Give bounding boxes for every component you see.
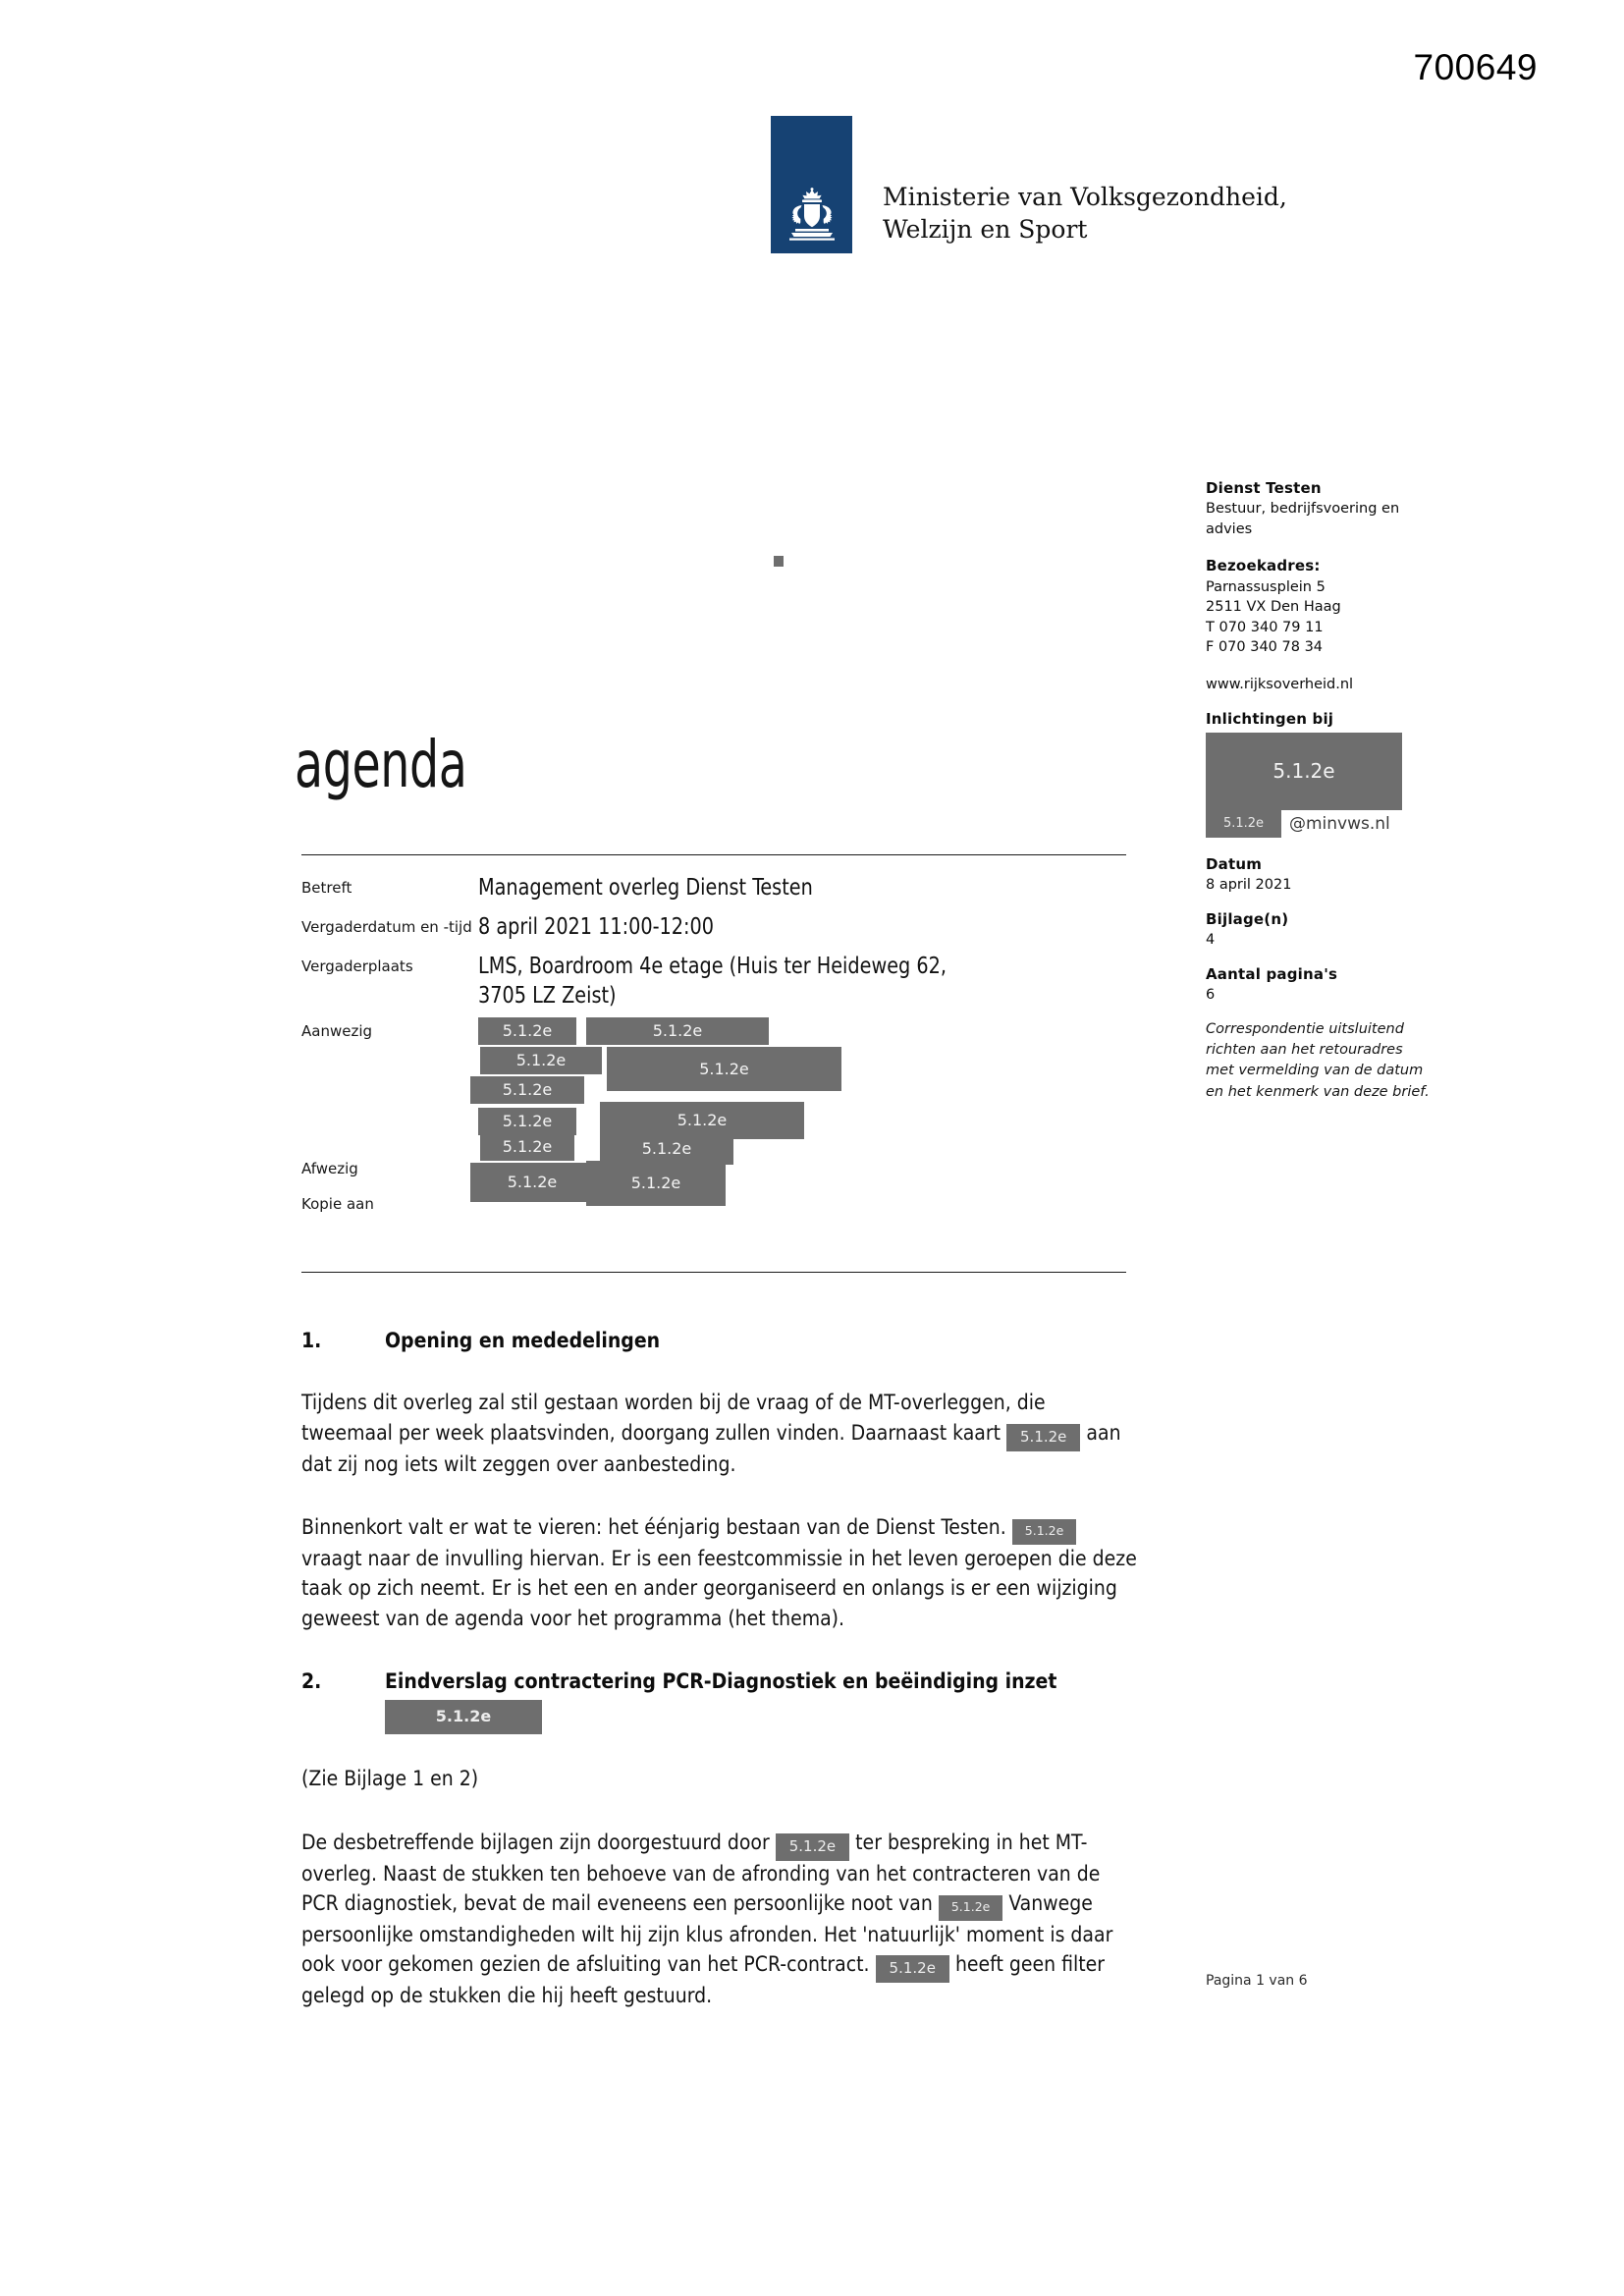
sidebar-phone: T 070 340 79 11	[1206, 619, 1324, 635]
attendee-redaction-block: 5.1.2e	[478, 1017, 576, 1045]
logo-blue-bar	[771, 116, 852, 253]
sidebar-email-redaction: 5.1.2e	[1206, 810, 1281, 838]
paragraph-4-text-d: heeft geen filter gelegd op de stukken die hij heeft gestuurd.	[301, 1952, 1106, 2008]
paragraph-4-text-b: ter bespreking in het MT-overleg. Naast de stukken ten behoeve van de afronding van het contracteren van de PCR diagnostiek, bevat de mail eveneens een persoonlijke noot van	[301, 1830, 1101, 1916]
redaction-chip: 5.1.2e	[1012, 1519, 1077, 1545]
paragraph-1	[301, 1388, 1141, 1479]
sidebar-correspondence-note: Correspondentie uitsluitend richten aan het retouradres met vermelding van de datum en het kenmerk van deze brief.	[1206, 1020, 1430, 1100]
attendee-redaction-block: 5.1.2e	[600, 1133, 733, 1165]
attendee-redaction-block: 5.1.2e	[600, 1102, 804, 1139]
sidebar-org-unit-line1: Bestuur, bedrijfsvoering en	[1206, 501, 1400, 518]
scan-artifact-mark	[774, 556, 784, 567]
sidebar-date-value: 8 april 2021	[1206, 877, 1292, 894]
attendee-redaction-block: 5.1.2e	[607, 1047, 841, 1091]
sidebar-date-heading: Datum	[1206, 854, 1263, 873]
redaction-chip: 5.1.2e	[939, 1895, 1003, 1921]
sidebar-org-name: Dienst Testen	[1206, 479, 1322, 497]
sidebar-info-redaction: 5.1.2e	[1206, 733, 1402, 810]
attendee-redaction-block: 5.1.2e	[586, 1017, 769, 1045]
paragraph-1-text-a: Tijdens dit overleg zal stil gestaan worden bij de vraag of de MT-overleggen, die tweemaal per week plaatsvinden, doorgang zullen vinden. Daarnaast kaart	[301, 1391, 1046, 1445]
meta-value-place-line2: 3705 LZ Zeist)	[478, 982, 617, 1009]
meta-label-place: Vergaderplaats	[301, 957, 413, 975]
meeting-metadata	[301, 874, 1146, 1216]
ministry-logo	[771, 116, 1287, 253]
sidebar-website[interactable]: www.rijksoverheid.nl	[1206, 677, 1354, 693]
attendee-redaction-block: 5.1.2e	[470, 1163, 594, 1202]
meta-label-subject: Betreft	[301, 879, 352, 897]
sidebar-visit-city: 2511 VX Den Haag	[1206, 599, 1341, 616]
paragraph-3: (Zie Bijlage 1 en 2)	[301, 1767, 479, 1791]
paragraph-4	[301, 1828, 1141, 2011]
section-heading-1	[301, 1328, 1141, 1354]
redaction-chip: 5.1.2e	[385, 1700, 542, 1734]
section-title-2	[385, 1668, 1141, 1734]
meta-label-absent: Afwezig	[301, 1159, 358, 1177]
page-title: agenda	[295, 727, 467, 802]
sidebar-email-domain: @minvws.nl	[1289, 813, 1390, 834]
attendee-redaction-block: 5.1.2e	[480, 1133, 574, 1161]
paragraph-4-text-c: Vanwege persoonlijke omstandigheden wilt hij zijn klus afronden. Het 'natuurlijk' moment is daar ook voor gekomen gezien de afsluiting van het PCR-contract.	[301, 1891, 1113, 1977]
redaction-chip: 5.1.2e	[776, 1833, 849, 1861]
meta-value-place	[478, 953, 982, 1011]
attendee-redaction-group	[478, 1017, 1146, 1193]
ministry-name-line2: Welzijn en Sport	[883, 214, 1088, 244]
meta-label-copy: Kopie aan	[301, 1194, 374, 1213]
sidebar-pages-heading: Aantal pagina's	[1206, 964, 1338, 983]
meta-row-subject	[301, 874, 1146, 903]
paragraph-2	[301, 1512, 1141, 1633]
redaction-chip: 5.1.2e	[876, 1955, 949, 1983]
paragraph-2-text-b: vraagt naar de invulling hiervan. Er is een feestcommissie in het leven geroepen die deze taak op zich neemt. Er is het een en ander georganiseerd en onlangs is er een wijziging geweest van de agenda voor het programma (het thema).	[301, 1546, 1137, 1630]
paragraph-4-text-a: De desbetreffende bijlagen zijn doorgestuurd door	[301, 1830, 770, 1854]
divider-bottom	[301, 1272, 1126, 1273]
sidebar-fax: F 070 340 78 34	[1206, 639, 1324, 656]
meta-value-subject: Management overleg Dienst Testen	[478, 875, 813, 901]
sidebar-visit-street: Parnassusplein 5	[1206, 578, 1326, 595]
section-title-1: Opening en mededelingen	[385, 1329, 661, 1352]
section-heading-2	[301, 1668, 1141, 1734]
sidebar-attachments-value: 4	[1206, 932, 1216, 949]
meta-row-datetime	[301, 913, 1146, 943]
meta-label-present: Aanwezig	[301, 1021, 373, 1040]
attendee-redaction-block: 5.1.2e	[586, 1161, 726, 1206]
ministry-name-line1: Ministerie van Volksgezondheid,	[883, 183, 1287, 211]
redaction-chip: 5.1.2e	[1006, 1424, 1080, 1451]
meta-label-datetime: Vergaderdatum en -tijd	[301, 917, 472, 936]
sidebar-pages-value: 6	[1206, 986, 1216, 1003]
attendee-redaction-block: 5.1.2e	[480, 1047, 602, 1074]
sidebar-info-heading: Inlichtingen bij	[1206, 709, 1334, 728]
sidebar-org-unit-line2: advies	[1206, 520, 1253, 537]
section-number-2: 2.	[301, 1668, 322, 1693]
paragraph-1-text-b: aan dat zij nog iets wilt zeggen over aanbesteding.	[301, 1420, 1121, 1476]
attendee-redaction-block: 5.1.2e	[470, 1076, 584, 1104]
page-footer: Pagina 1 van 6	[1206, 1973, 1308, 1989]
meta-row-place	[301, 953, 1146, 1011]
section-title-2-text: Eindverslag contractering PCR-Diagnostiek en beëindiging inzet	[385, 1668, 1057, 1693]
netherlands-coat-of-arms-icon	[782, 188, 842, 245]
attendee-redaction-block: 5.1.2e	[478, 1108, 576, 1135]
agenda-body	[301, 1328, 1141, 2011]
ministry-name	[883, 182, 1287, 246]
sidebar-attachments-heading: Bijlage(n)	[1206, 909, 1289, 928]
divider-top	[301, 854, 1126, 855]
paragraph-2-text-a: Binnenkort valt er wat te vieren: het éénjarig bestaan van de Dienst Testen.	[301, 1515, 1006, 1540]
document-number: 700649	[1413, 47, 1538, 87]
sidebar-visit-heading: Bezoekadres:	[1206, 557, 1321, 575]
letterhead-sidebar	[1206, 478, 1434, 1103]
sidebar-email-row	[1206, 810, 1434, 838]
meta-value-place-line1: LMS, Boardroom 4e etage (Huis ter Heideweg 62,	[478, 953, 947, 979]
section-number-1: 1.	[301, 1329, 322, 1352]
meta-value-datetime: 8 april 2021 11:00-12:00	[478, 913, 714, 940]
